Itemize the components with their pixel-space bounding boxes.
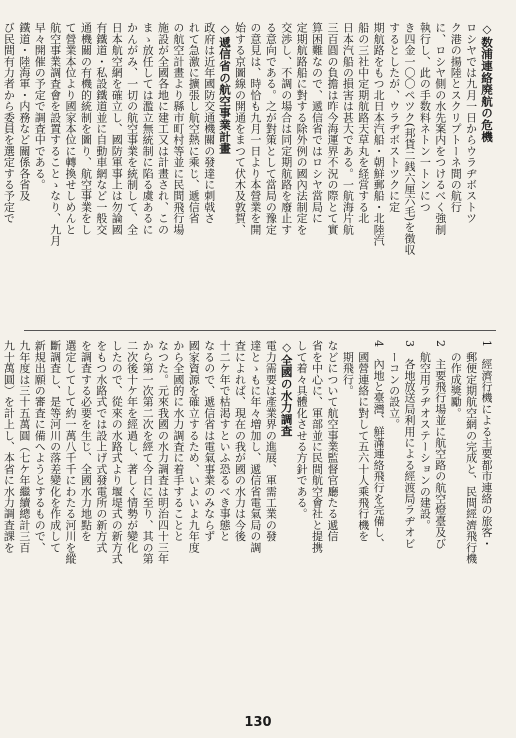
heading-water-power-survey: ◇全國の水力調査 xyxy=(279,340,294,437)
heading-sakhalin-route: ◇数浦連絡廃航の危機 xyxy=(480,22,494,143)
text-column: の意見は、時恰も九月一日より本營業を開 xyxy=(248,22,262,235)
list-item: の作成獎勵。 xyxy=(449,340,463,419)
text-column: 鐵道・陸海軍・内務など關係各省及 xyxy=(17,22,31,202)
list-item: ーコンの設立。 xyxy=(387,340,401,430)
text-column: なつた。元來我國の水力調査は明治四十三年 xyxy=(156,340,170,564)
middle-text-block xyxy=(2,340,494,640)
text-column: から第一次第二次を經て今日に至り、其の第 xyxy=(141,340,155,564)
list-item: 2 主要飛行場並に航空路の航空燈臺及び xyxy=(433,340,447,549)
list-item: 4 內地と臺灣、鮮滿連絡飛行を完備し、 xyxy=(372,340,386,549)
list-item: 期飛行。 xyxy=(341,340,355,396)
text-column: 日本汽船の損害は甚大である。一航海片航 xyxy=(341,22,355,235)
text-column: 有鐵道・私設鐵道並に自動車網など一般交 xyxy=(94,22,108,235)
text-column: まゝ放任しては濫立無統制に陷る虞あるに xyxy=(141,22,155,235)
heading-aviation-plan: ◇遞信省の航空事業計畫 xyxy=(218,22,233,155)
text-column: き四金一〇〇ペツク(邦貨二銭六厘六毛)を徴収 xyxy=(402,22,416,255)
text-column: 新規出願の審査に備へようとするもので、 xyxy=(33,340,47,553)
text-column: なるので、遞信省は電氣事業のみならず xyxy=(202,340,216,542)
text-column: 算困難なので、遞信省ではロシヤ當局に xyxy=(310,22,324,224)
text-column: ロシヤでは九月一日からウラヂボストツ xyxy=(464,22,478,224)
text-column: 十二ケ年で枯渇すといふ恐るべき事態と xyxy=(218,340,232,542)
text-column: 斷調査し、是等河川の落差變化を作成して xyxy=(48,340,62,553)
text-column: して着々具體化させる方針である。 xyxy=(295,340,309,520)
text-column: ク港の揚陸とスクリプトーネ間の航行 xyxy=(449,22,463,213)
text-column: 日本航空網を確立し、國防軍事上は勿論國 xyxy=(110,22,124,235)
text-column: をもつ水路式では設上げ式發電所の新方式 xyxy=(94,340,108,553)
text-column: 早々開催の予定で調査中である。 xyxy=(33,22,47,190)
text-column: 期航路をもつ北日本汽船・朝鮮郵船・北陸汽 xyxy=(372,22,386,246)
text-column: て營業本位より國家本位に轉換せしめんと xyxy=(64,22,78,235)
text-column: 船の三社中定期航路天草丸を経営する北 xyxy=(356,22,370,224)
text-column: る意向である。之が對策として當局の豫定 xyxy=(264,22,278,235)
text-column: したので、從來の水路式より堰堤式の新方式 xyxy=(110,340,124,564)
top-text-block xyxy=(2,22,494,322)
text-column: 施設が全國各地に建工又は計畫され、この xyxy=(156,22,170,235)
text-column: 始する京圖線の開通をまつて伏木及敦賀、 xyxy=(233,22,247,235)
text-column: 國家資源を確立するため、いよいよ九年度 xyxy=(187,340,201,553)
text-column: 交渉し、不調の場合は同定期航路を廢止す xyxy=(279,22,293,235)
text-column: 航空事業調査會を設置することゝなり、九月 xyxy=(48,22,62,246)
page-number: 130 xyxy=(244,715,272,730)
section-divider xyxy=(24,330,496,331)
text-column: かんがみ、一切の航空事業を統制して、全 xyxy=(125,22,139,235)
text-column: するとしたが、ウラヂボストツクに定 xyxy=(387,22,401,213)
text-column: 執行し、此の手数料ネトン一トンにつ xyxy=(418,22,432,213)
text-column: れて急激に擴張し航空熱に乘じ、遞信省 xyxy=(187,22,201,224)
list-item: 郵便定期航空網の完成と、民間經濟飛行機 xyxy=(464,340,478,564)
text-column: 政府は近年國防交通機關の發達に刺戟さ xyxy=(202,22,216,224)
list-item: 3 各地放送局利用による經渡局ラヂオビ xyxy=(402,340,416,549)
text-column: び民間有力者から委員を選定する予定で xyxy=(2,22,16,224)
text-column: 定期航路船に對する除外例の國內法制定を xyxy=(295,22,309,235)
text-column: 九年度は三十五萬圓（七ケ年繼續總計三百 xyxy=(17,340,31,553)
list-item: 1 經濟行機による主要都市連絡の旅客・ xyxy=(480,340,493,549)
text-column: を調査する必要を生じ、全國水力地點を xyxy=(79,340,93,542)
list-item: 航空用ラヂオステーションの建設。 xyxy=(418,340,432,531)
list-item: 國營連絡に對して五六十人乘飛行機を xyxy=(356,340,370,542)
text-column: 選定してして約一萬八千千にわたる河川を縱 xyxy=(64,340,78,564)
text-column: 電力需要は產業界の進展、軍需工業の發 xyxy=(264,340,278,542)
text-column: 通機關の有機的統制を圖り、航空事業をし xyxy=(79,22,93,235)
text-column: 達とゝもに年々増加し、遞信省電氣局の調 xyxy=(248,340,262,553)
text-column: 九十萬圓）を計上し、本省に水力調査課を xyxy=(2,340,16,553)
text-column: の航空計畫より縣市町村等並に民間飛行場 xyxy=(171,22,185,235)
text-column: 二次後十ケ年を經過し、著しく情勢が變化 xyxy=(125,340,139,553)
text-column: に、ロシヤ側の水先案内をつけるべく強制 xyxy=(433,22,447,235)
text-column: 省を中心に、軍部並に民間航空會社と提携 xyxy=(310,340,324,553)
text-column: から全國的に水力調査に着手することと xyxy=(171,340,185,542)
text-column: 三百圓の負擔は昨今海運界不況の際とて實 xyxy=(325,22,339,235)
text-column: 査によれば、現在の我が國の水力は今後 xyxy=(233,340,247,542)
text-column: などについて航空事業監督官廳たる遞信 xyxy=(325,340,339,542)
